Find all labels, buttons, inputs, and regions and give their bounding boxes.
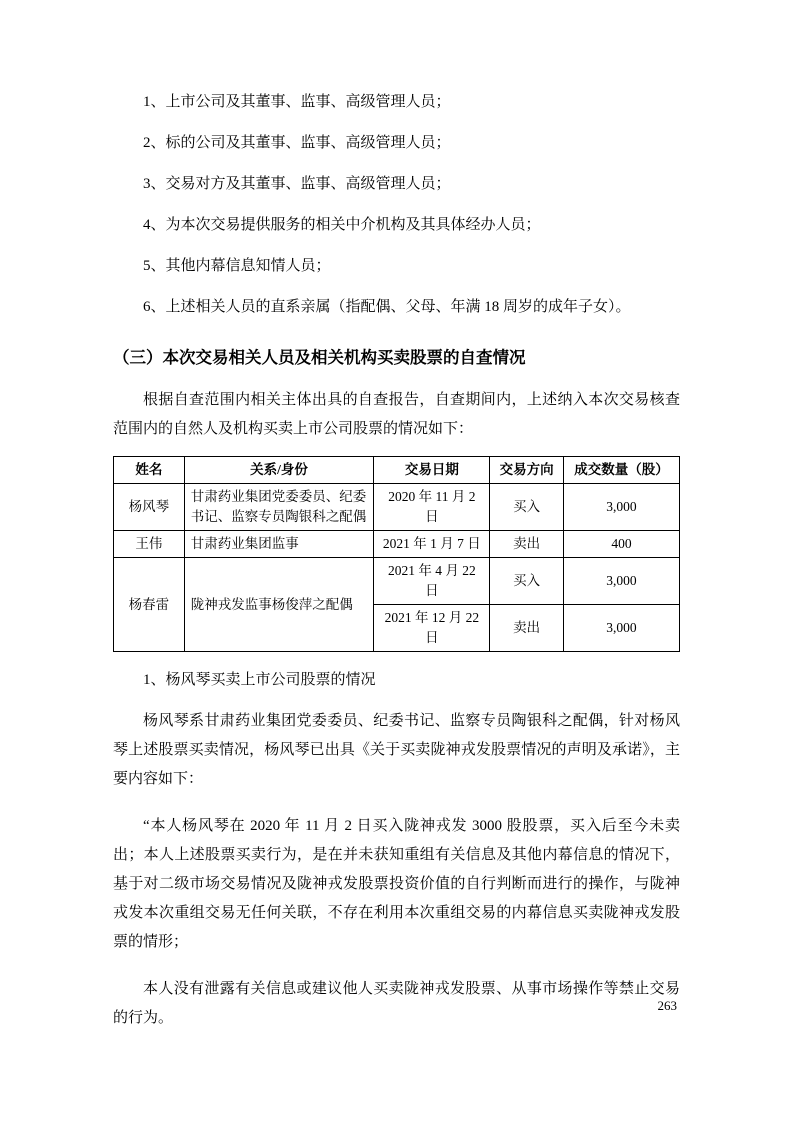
cell-direction: 卖出	[490, 605, 564, 652]
paragraph-declaration-quote: “本人杨风琴在 2020 年 11 月 2 日买入陇神戎发 3000 股股票，买入后至今未卖出；本人上述股票买卖行为，是在并未获知重组有关信息及其他内幕信息的情况下，基于对二级市场交易情况及陇神戎发股票投资价值的自行判断而进行的操作，与陇神戎发本次重组交易无任何关联，不存在利用本次重组交易的内幕信息买卖陇神戎发股票的情形；	[113, 818, 680, 950]
cell-direction: 买入	[490, 484, 564, 531]
numbered-list-item-4: 4、为本次交易提供服务的相关中介机构及其具体经办人员；	[143, 217, 541, 233]
cell-date: 2021 年 4 月 22 日	[374, 558, 490, 605]
cell-date: 2021 年 12 月 22 日	[374, 605, 490, 652]
subsection-title: 1、杨风琴买卖上市公司股票的情况	[143, 672, 376, 688]
cell-relation: 陇神戎发监事杨俊萍之配偶	[184, 558, 374, 652]
numbered-list-item-3: 3、交易对方及其董事、监事、高级管理人员；	[143, 176, 451, 192]
stock-trading-table	[113, 456, 680, 652]
cell-quantity: 3,000	[563, 558, 679, 605]
cell-name: 王伟	[114, 531, 185, 558]
table-header-row	[114, 457, 680, 484]
numbered-list-item-1: 1、上市公司及其董事、监事、高级管理人员；	[143, 94, 451, 110]
section-heading: （三）本次交易相关人员及相关机构买卖股票的自查情况	[113, 349, 526, 367]
page-number: 263	[657, 998, 677, 1013]
cell-relation: 甘肃药业集团党委委员、纪委书记、监察专员陶银科之配偶	[184, 484, 374, 531]
table-row	[114, 484, 680, 531]
numbered-list-item-2: 2、标的公司及其董事、监事、高级管理人员；	[143, 135, 451, 151]
header-name: 姓名	[114, 457, 185, 484]
cell-name: 杨春雷	[114, 558, 185, 652]
numbered-list-item-6: 6、上述相关人员的直系亲属（指配偶、父母、年满 18 周岁的成年子女）。	[143, 299, 631, 315]
header-relation: 关系/身份	[184, 457, 374, 484]
table-row	[114, 558, 680, 605]
intro-paragraph: 根据自查范围内相关主体出具的自查报告，自查期间内，上述纳入本次交易核查范围内的自然人及机构买卖上市公司股票的情况如下：	[113, 392, 680, 437]
cell-direction: 买入	[490, 558, 564, 605]
cell-name: 杨风琴	[114, 484, 185, 531]
table-row	[114, 531, 680, 558]
cell-quantity: 400	[563, 531, 679, 558]
cell-direction: 卖出	[490, 531, 564, 558]
header-direction: 交易方向	[490, 457, 564, 484]
cell-date: 2021 年 1 月 7 日	[374, 531, 490, 558]
cell-quantity: 3,000	[563, 484, 679, 531]
numbered-list-item-5: 5、其他内幕信息知情人员；	[143, 258, 331, 274]
header-date: 交易日期	[374, 457, 490, 484]
paragraph-declaration-intro: 杨风琴系甘肃药业集团党委委员、纪委书记、监察专员陶银科之配偶，针对杨风琴上述股票买卖情况，杨风琴已出具《关于买卖陇神戎发股票情况的声明及承诺》，主要内容如下：	[113, 713, 680, 787]
header-quantity: 成交数量（股）	[563, 457, 679, 484]
cell-relation: 甘肃药业集团监事	[184, 531, 374, 558]
paragraph-declaration-closing: 本人没有泄露有关信息或建议他人买卖陇神戎发股票、从事市场操作等禁止交易的行为。	[113, 981, 680, 1026]
cell-quantity: 3,000	[563, 605, 679, 652]
cell-date: 2020 年 11 月 2 日	[374, 484, 490, 531]
